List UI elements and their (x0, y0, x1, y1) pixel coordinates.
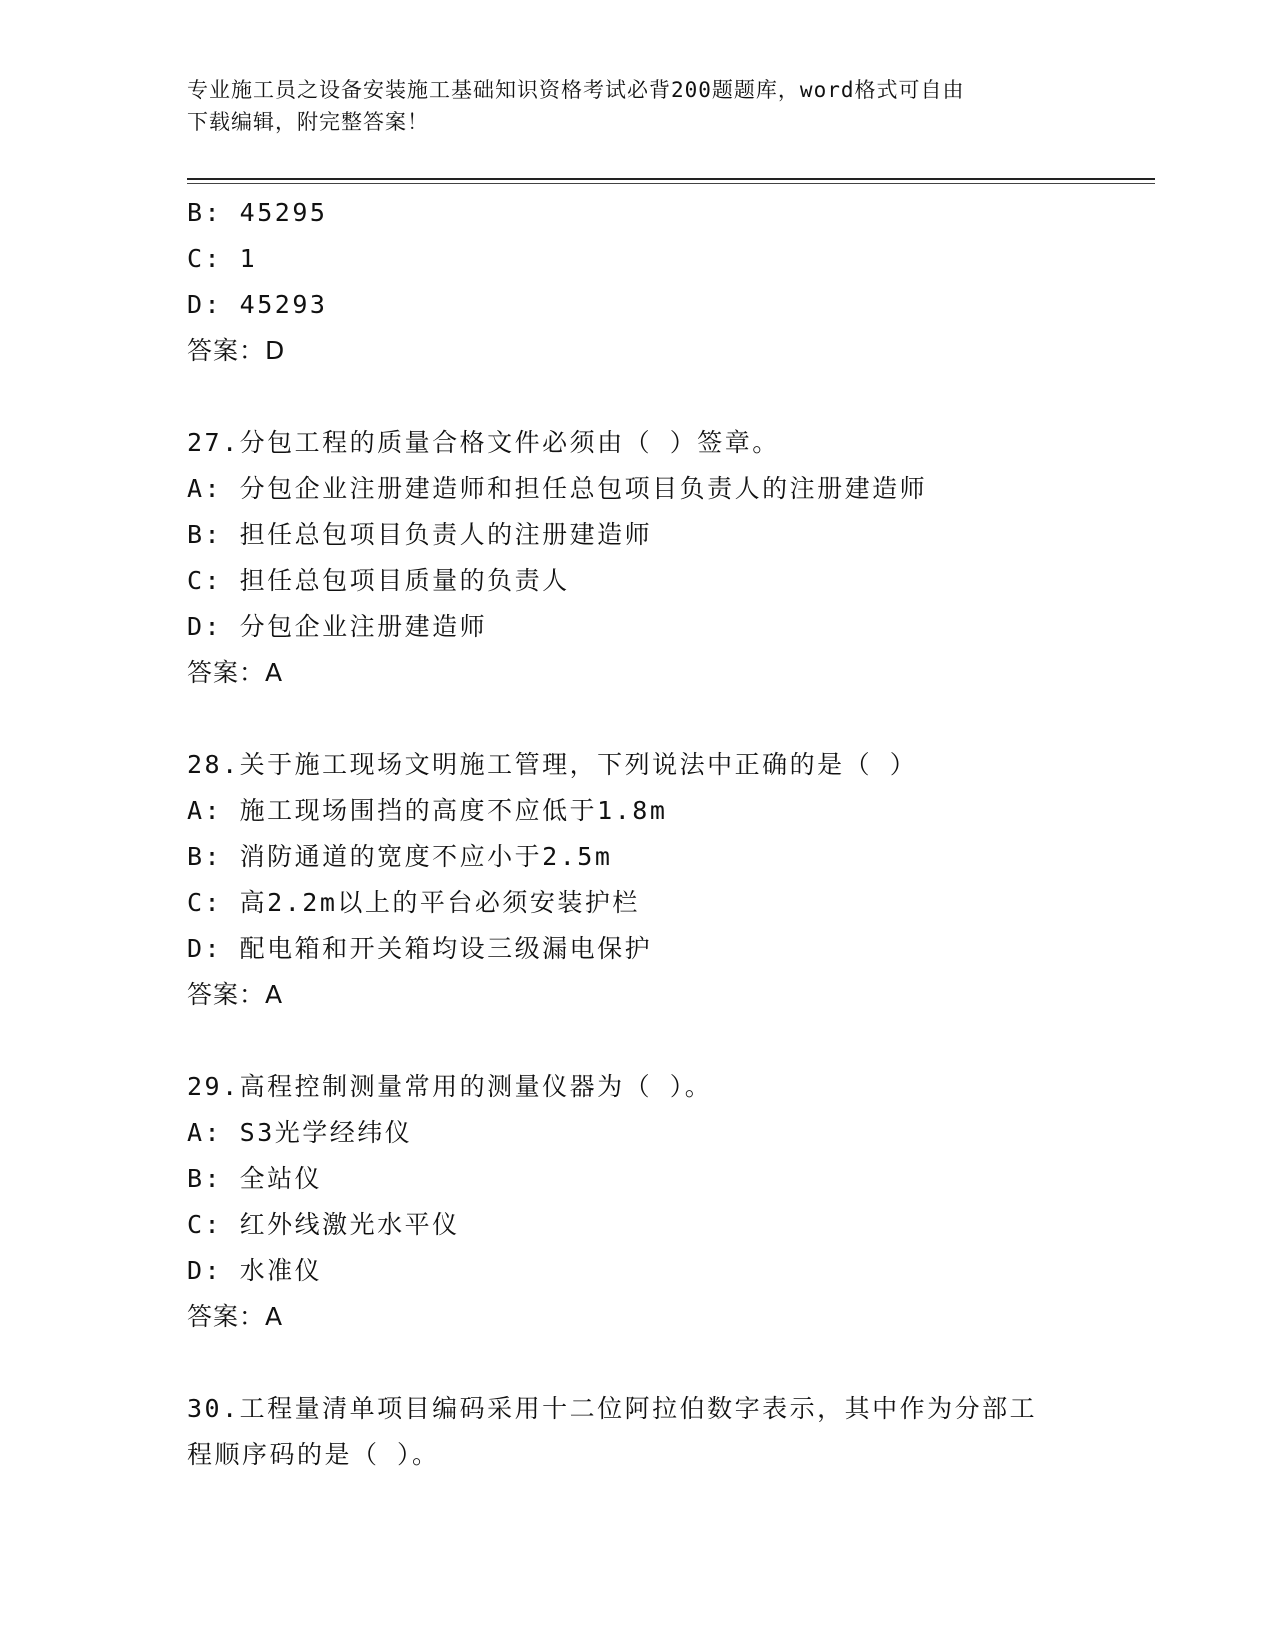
header-divider-thin (187, 183, 1155, 184)
option-a: A: 施工现场围挡的高度不应低于1.8m (187, 796, 668, 825)
answer-line: 答案：A (187, 1302, 284, 1331)
question-27 (187, 420, 1147, 696)
option-a: A: 分包企业注册建造师和担任总包项目负责人的注册建造师 (187, 474, 928, 503)
option-b: B: 消防通道的宽度不应小于2.5m (187, 842, 613, 871)
option-b: B: 全站仪 (187, 1164, 323, 1193)
option-d: D: 水准仪 (187, 1256, 323, 1285)
question-stem-line-2: 程顺序码的是（ ）。 (187, 1440, 440, 1469)
option-c: C: 红外线激光水平仪 (187, 1210, 460, 1239)
header-line-1: 专业施工员之设备安装施工基础知识资格考试必背200题题库，word格式可自由 (187, 78, 965, 102)
spacer (187, 696, 1147, 742)
option-d: D: 配电箱和开关箱均设三级漏电保护 (187, 934, 653, 963)
question-stem: 29.高程控制测量常用的测量仪器为（ ）。 (187, 1072, 713, 1101)
question-stem: 27.分包工程的质量合格文件必须由（ ）签章。 (187, 428, 780, 457)
document-header (187, 74, 1087, 138)
spacer (187, 1340, 1147, 1386)
option-d: D: 分包企业注册建造师 (187, 612, 488, 641)
header-divider-thick (187, 178, 1155, 180)
spacer (187, 1018, 1147, 1064)
option-c: C: 高2.2m以上的平台必须安装护栏 (187, 888, 640, 917)
option-a: A: S3光学经纬仪 (187, 1118, 413, 1147)
question-stem-line-1: 30.工程量清单项目编码采用十二位阿拉伯数字表示，其中作为分部工 (187, 1394, 1038, 1423)
spacer (187, 374, 1147, 420)
answer-line: 答案：A (187, 980, 284, 1009)
question-stem: 28.关于施工现场文明施工管理，下列说法中正确的是（ ） (187, 750, 918, 779)
question-29 (187, 1064, 1147, 1340)
header-line-2: 下载编辑，附完整答案！ (187, 110, 429, 134)
option-b: B: 担任总包项目负责人的注册建造师 (187, 520, 653, 549)
option-d: D: 45293 (187, 290, 328, 319)
option-b: B: 45295 (187, 198, 328, 227)
answer-line: 答案：D (187, 336, 286, 365)
option-c: C: 担任总包项目质量的负责人 (187, 566, 570, 595)
option-c: C: 1 (187, 244, 258, 273)
answer-line: 答案：A (187, 658, 284, 687)
question-28 (187, 742, 1147, 1018)
question-30 (187, 1386, 1147, 1478)
question-list (187, 190, 1147, 1478)
question-26-tail (187, 190, 1147, 374)
